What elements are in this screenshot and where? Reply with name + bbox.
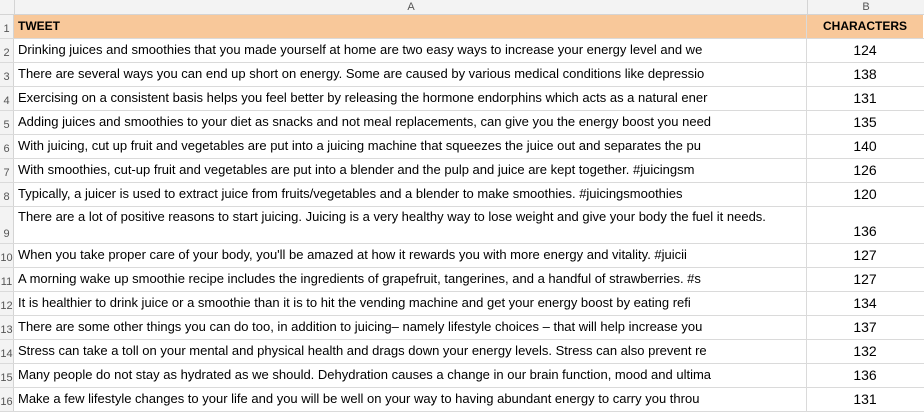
column-header-bar <box>0 0 924 15</box>
tweet-cell[interactable]: It is healthier to drink juice or a smoothie than it is to hit the vending machine and get your energy boost by eating refi <box>14 292 807 315</box>
column-header-a[interactable]: A <box>15 0 808 14</box>
tweet-cell[interactable]: When you take proper care of your body, you'll be amazed at how it rewards you with more energy and vitality. #juicii <box>14 244 807 267</box>
tweet-cell[interactable]: With juicing, cut up fruit and vegetables are put into a juicing machine that squeezes the juice out and separates the pu <box>14 135 807 158</box>
row-number[interactable]: 7 <box>0 159 14 182</box>
row-number[interactable]: 2 <box>0 39 14 62</box>
table-row <box>0 63 924 87</box>
table-row <box>0 268 924 292</box>
characters-cell[interactable]: 131 <box>853 391 877 407</box>
characters-cell[interactable]: 136 <box>853 367 877 383</box>
row-number[interactable]: 3 <box>0 63 14 86</box>
table-row <box>0 207 924 244</box>
table-row <box>0 388 924 412</box>
cell-header-characters[interactable]: CHARACTERS <box>807 15 923 38</box>
characters-cell[interactable]: 140 <box>853 138 877 154</box>
row-number[interactable]: 6 <box>0 135 14 158</box>
table-row <box>0 292 924 316</box>
characters-cell[interactable]: 127 <box>853 271 877 287</box>
table-row <box>0 87 924 111</box>
tweet-cell[interactable]: Exercising on a consistent basis helps you feel better by releasing the hormone endorphins which acts as a natural ener <box>14 87 807 110</box>
row-number[interactable]: 8 <box>0 183 14 206</box>
row-number[interactable]: 14 <box>0 340 14 363</box>
tweet-cell[interactable]: Typically, a juicer is used to extract juice from fruits/vegetables and a blender to make smoothies. #juicingsmoothies <box>14 183 807 206</box>
row-number[interactable]: 16 <box>0 388 14 411</box>
characters-cell[interactable]: 126 <box>853 162 877 178</box>
characters-cell[interactable]: 124 <box>853 42 877 58</box>
tweet-cell[interactable]: Make a few lifestyle changes to your life and you will be well on your way to having abundant energy to carry you throu <box>14 388 807 411</box>
characters-cell[interactable]: 120 <box>853 186 877 202</box>
column-header-b[interactable]: B <box>862 1 870 13</box>
row-number[interactable]: 13 <box>0 316 14 339</box>
table-row <box>0 159 924 183</box>
tweet-cell[interactable]: Stress can take a toll on your mental and physical health and drags down your energy levels. Stress can also prevent re <box>14 340 807 363</box>
row-number[interactable]: 11 <box>0 268 14 291</box>
characters-cell[interactable]: 138 <box>853 66 877 82</box>
row-number[interactable]: 15 <box>0 364 14 387</box>
select-all-corner[interactable] <box>0 0 15 14</box>
tweet-cell[interactable]: With smoothies, cut-up fruit and vegetables are put into a blender and the pulp and juice are kept together. #juicingsm <box>14 159 807 182</box>
characters-cell[interactable]: 134 <box>853 295 877 311</box>
tweet-cell[interactable]: There are some other things you can do too, in addition to juicing– namely lifestyle choices – that will help increase you <box>14 316 807 339</box>
cell-header-tweet[interactable]: TWEET <box>14 15 807 38</box>
table-header-row <box>0 15 924 39</box>
characters-cell[interactable]: 137 <box>853 319 877 335</box>
tweet-cell[interactable]: Drinking juices and smoothies that you made yourself at home are two easy ways to increase your energy level and we <box>14 39 807 62</box>
characters-cell[interactable]: 131 <box>853 90 877 106</box>
table-row <box>0 111 924 135</box>
tweet-cell[interactable]: Adding juices and smoothies to your diet as snacks and not meal replacements, can give you the energy boost you need <box>14 111 807 134</box>
tweet-cell[interactable]: There are several ways you can end up short on energy. Some are caused by various medical conditions like depressio <box>14 63 807 86</box>
tweet-cell[interactable]: Many people do not stay as hydrated as we should. Dehydration causes a change in our brain function, mood and ultima <box>14 364 807 387</box>
table-row <box>0 183 924 207</box>
table-row <box>0 340 924 364</box>
characters-cell[interactable]: 127 <box>853 247 877 263</box>
table-row <box>0 364 924 388</box>
tweet-cell[interactable]: A morning wake up smoothie recipe includes the ingredients of grapefruit, tangerines, and a handful of strawberries. #s <box>14 268 807 291</box>
table-row <box>0 135 924 159</box>
characters-cell[interactable]: 132 <box>853 343 877 359</box>
table-row <box>0 316 924 340</box>
table-row <box>0 39 924 63</box>
row-number[interactable]: 10 <box>0 244 14 267</box>
row-number[interactable]: 4 <box>0 87 14 110</box>
characters-cell[interactable]: 136 <box>853 223 877 239</box>
row-number[interactable]: 12 <box>0 292 14 315</box>
row-number[interactable]: 5 <box>0 111 14 134</box>
table-row <box>0 244 924 268</box>
row-number[interactable]: 9 <box>0 207 14 243</box>
characters-cell[interactable]: 135 <box>853 114 877 130</box>
row-number[interactable]: 1 <box>0 15 14 38</box>
tweet-cell[interactable]: There are a lot of positive reasons to start juicing. Juicing is a very healthy way to lose weight and give your body the fuel it needs. <box>14 207 807 243</box>
